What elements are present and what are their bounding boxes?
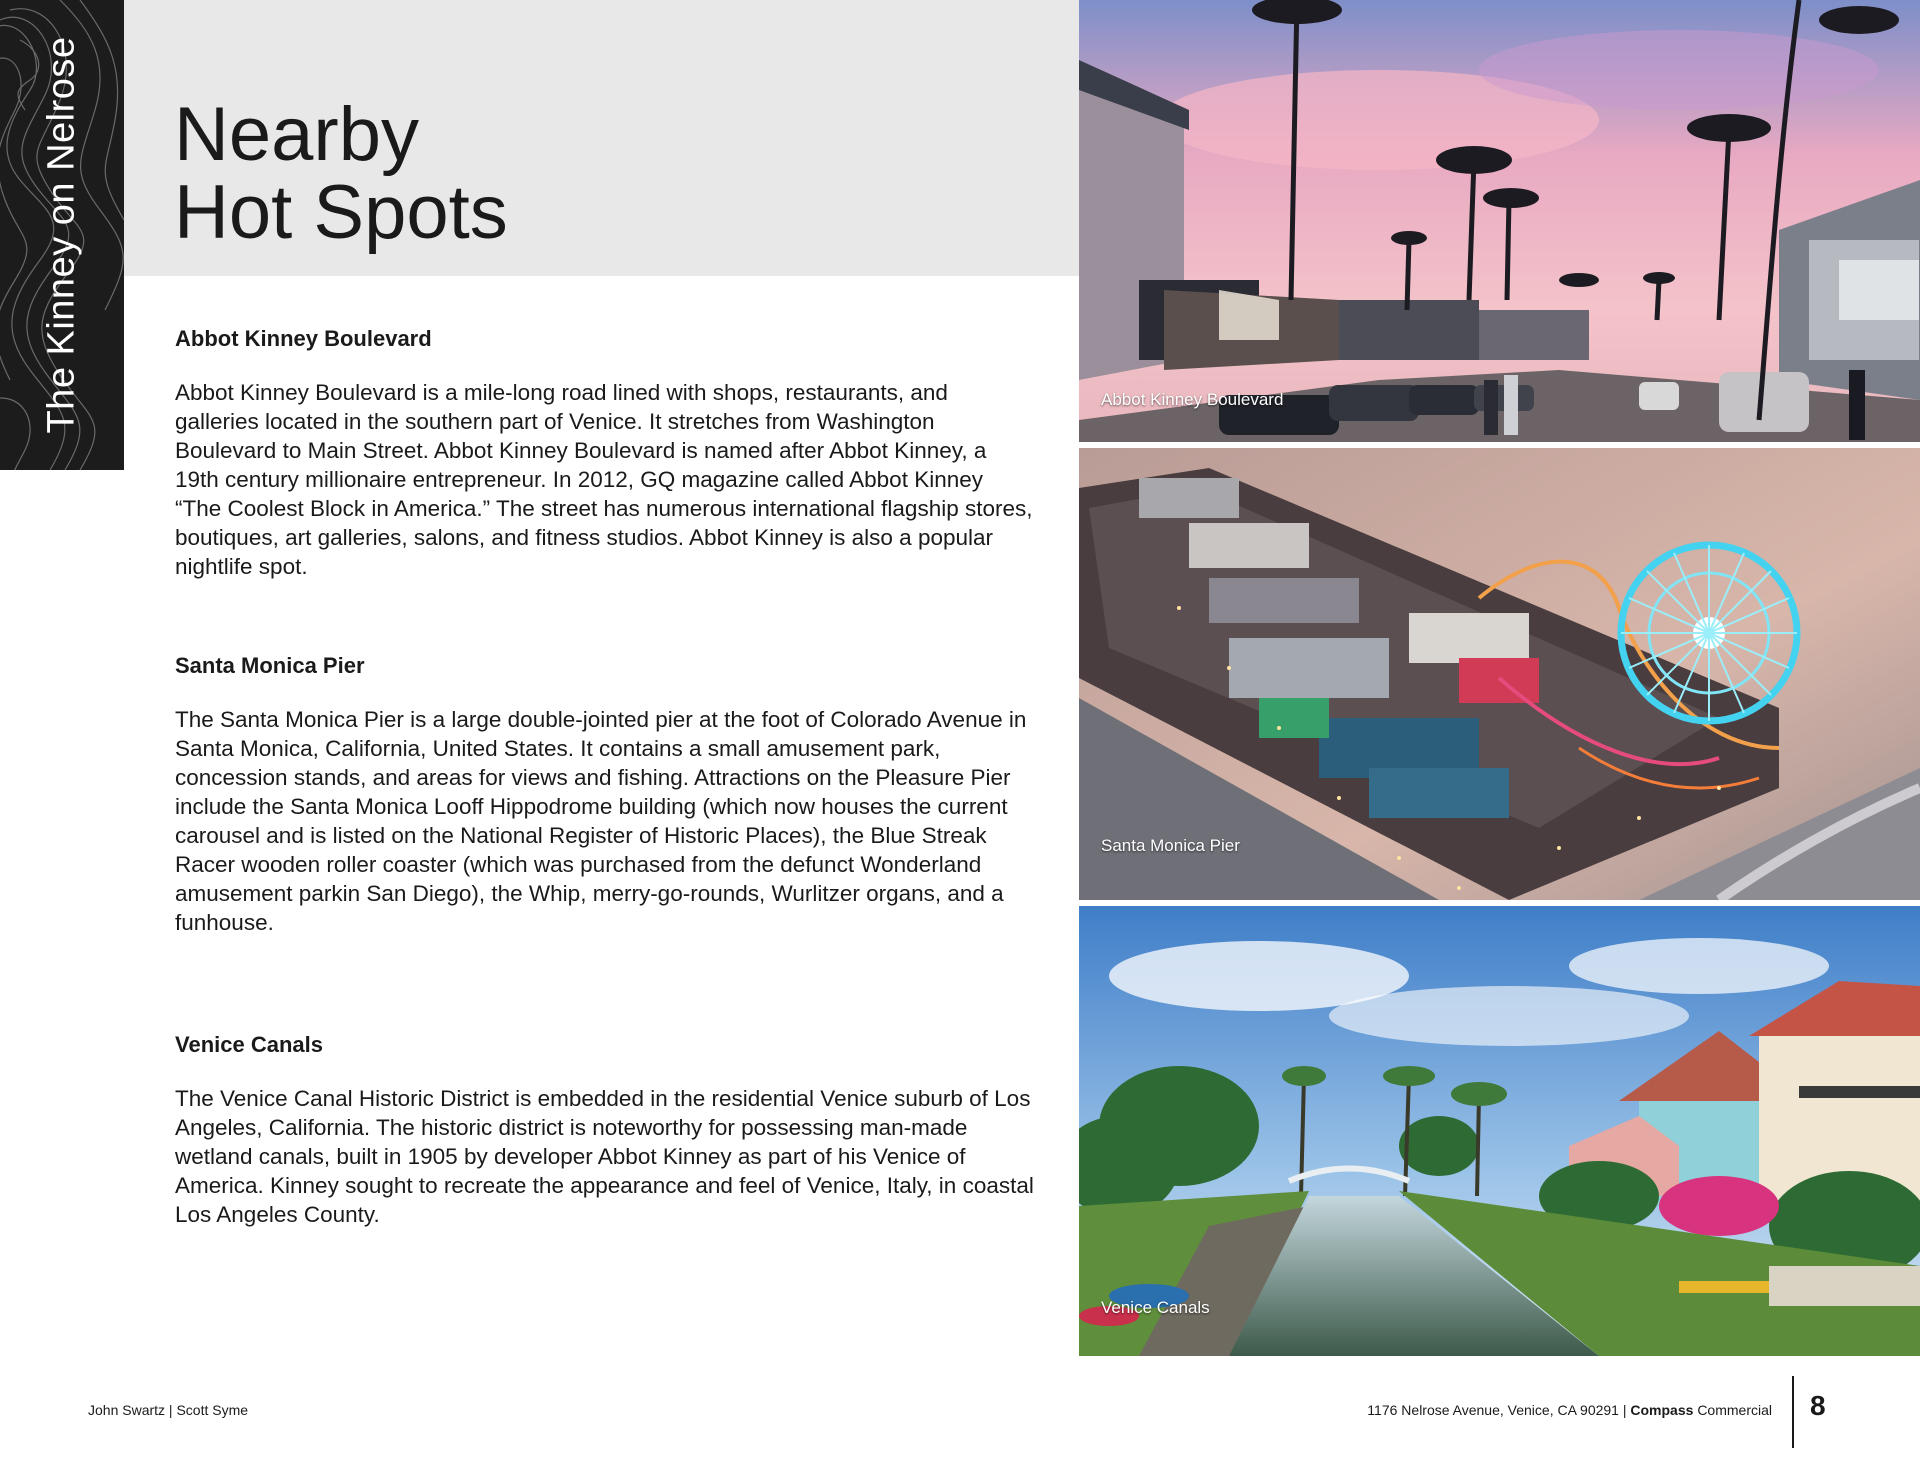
street-palm-photo-icon [1079, 0, 1920, 442]
photo-caption: Venice Canals [1101, 1298, 1210, 1317]
photo-venice-canals [1079, 906, 1920, 1356]
footer-address-brand [1367, 1402, 1772, 1418]
photo-abbot-kinney [1079, 0, 1920, 442]
photo-santa-monica-pier [1079, 448, 1920, 900]
section-santa-monica-pier [175, 653, 1035, 937]
canal-photo-icon [1079, 906, 1920, 1356]
section-body: Abbot Kinney Boulevard is a mile-long road lined with shops, restaurants, and galleries located in the southern part of Venice. It stretches from Washington Boulevard to Main Street. Abbot Kinney Boulevard is named after Abbot Kinney, a 19th century millionaire entrepreneur. In 2012, GQ magazine called Abbot Kinney “The Coolest Block in America.” The street has numerous international flagship stores, boutiques, art galleries, salons, and fitness studios. Abbot Kinney is also a popular nightlife spot. [175, 380, 1033, 579]
footer-agents: John Swartz | Scott Syme [88, 1402, 249, 1418]
page-title-line-1: Nearby [174, 92, 419, 177]
sidebar-tab [0, 0, 124, 470]
section-abbot-kinney [175, 326, 1035, 581]
page-title [174, 92, 508, 255]
pier-ferris-wheel-photo-icon [1079, 448, 1920, 900]
footer-divider [1792, 1376, 1794, 1448]
section-heading: Abbot Kinney Boulevard [175, 326, 432, 351]
footer-brand-rest: Commercial [1697, 1402, 1772, 1418]
footer-separator: | [1622, 1402, 1627, 1418]
section-venice-canals [175, 1032, 1035, 1229]
sidebar-label: The Kinney on Nelrose [40, 36, 83, 434]
ferris-wheel [1621, 545, 1797, 721]
section-heading: Santa Monica Pier [175, 653, 365, 678]
page-title-line-2: Hot Spots [174, 170, 508, 255]
footer-address: 1176 Nelrose Avenue, Venice, CA 90291 [1367, 1402, 1619, 1418]
footer-brand-bold: Compass [1630, 1402, 1694, 1418]
section-body: The Venice Canal Historic District is embedded in the residential Venice suburb of Los Angeles, California. The historic district is noteworthy for possessing man-made wetland canals, built in 1905 by developer Abbot Kinney as part of his Venice of America. Kinney sought to recreate the appearance and feel of Venice, Italy, in coastal Los Angeles County. [175, 1086, 1034, 1227]
photo-caption: Santa Monica Pier [1101, 836, 1240, 855]
section-body: The Santa Monica Pier is a large double-jointed pier at the foot of Colorado Avenue in Santa Monica, California, United States. It contains a small amusement park, concession stands, and areas for views and fishing. Attractions on the Pleasure Pier include the Santa Monica Looff Hippodrome building (which now houses the current carousel and is listed on the National Register of Historic Places), the Blue Streak Racer wooden roller coaster (which was purchased from the defunct Wonderland amusement parkin San Diego), the Whip, merry-go-rounds, Wurlitzer organs, and a funhouse. [175, 707, 1027, 935]
photo-caption: Abbot Kinney Boulevard [1101, 390, 1284, 409]
section-heading: Venice Canals [175, 1032, 323, 1057]
title-band [124, 0, 1080, 276]
page-number: 8 [1810, 1390, 1826, 1421]
